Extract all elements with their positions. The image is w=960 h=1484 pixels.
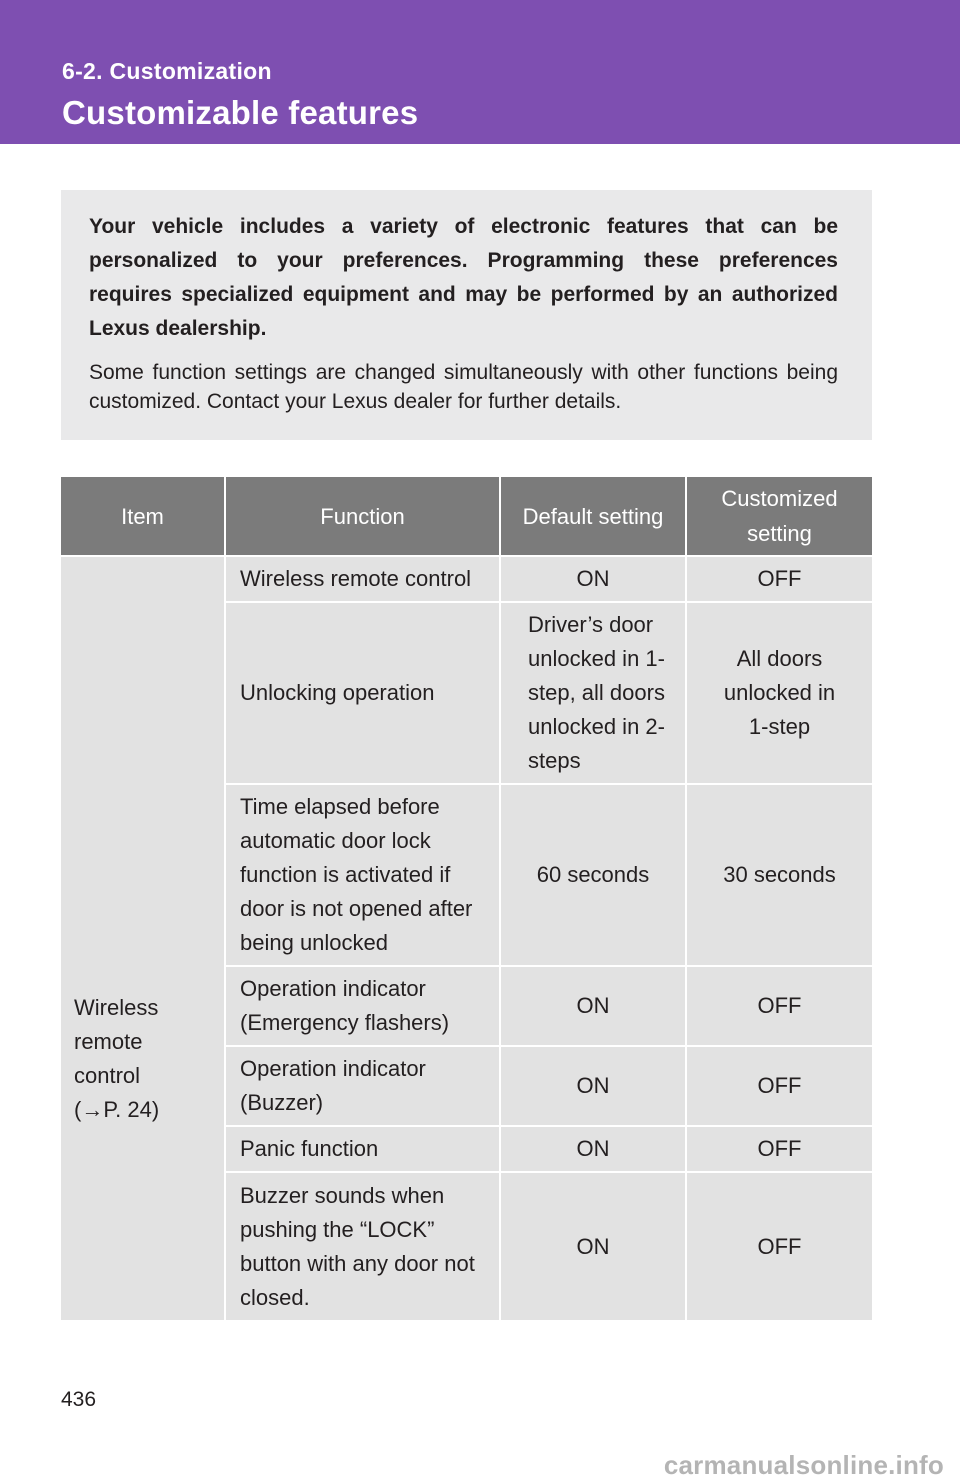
section-label: 6-2. Customization: [62, 58, 272, 84]
default-cell: ON: [500, 556, 686, 602]
function-cell: Wireless remote control: [225, 556, 500, 602]
default-cell: ON: [500, 1172, 686, 1320]
header-function: Function: [225, 477, 500, 556]
default-cell: ON: [500, 1046, 686, 1126]
custom-cell: All doors unlocked in 1-step: [686, 602, 872, 784]
header-customized-setting: Customized setting: [686, 477, 872, 556]
custom-cell: OFF: [686, 556, 872, 602]
default-cell: ON: [500, 966, 686, 1046]
function-cell: Buzzer sounds when pushing the “LOCK” button with any door not closed.: [225, 1172, 500, 1320]
header-default-setting: Default setting: [500, 477, 686, 556]
table-header-row: [61, 477, 872, 556]
intro-bold-text: Your vehicle includes a variety of electronic features that can be personalized to your preferences. Programming these preferences requires specialized equipment and may be performed by an authorized Lexus dealership.: [89, 215, 838, 340]
page-title: Customizable features: [62, 94, 419, 131]
default-cell: 60 seconds: [500, 784, 686, 966]
watermark: carmanualsonline.info: [663, 1450, 944, 1480]
custom-cell: OFF: [686, 1046, 872, 1126]
page-header: [0, 0, 960, 144]
custom-cell: OFF: [686, 1126, 872, 1172]
custom-cell: 30 seconds: [686, 784, 872, 966]
function-cell: Panic function: [225, 1126, 500, 1172]
custom-cell: OFF: [686, 966, 872, 1046]
intro-normal-text: Some function settings are changed simultaneously with other functions being customized. Contact your Lexus dealer for further details.: [89, 361, 838, 413]
item-label: Wireless remote control: [74, 994, 159, 1088]
table-row: [61, 556, 872, 602]
function-cell: Operation indicator (Emergency flashers): [225, 966, 500, 1046]
item-cell: [61, 556, 225, 1320]
default-cell: Driver’s door unlocked in 1-step, all doors unlocked in 2-steps: [500, 602, 686, 784]
page-number: 436: [61, 1388, 97, 1411]
page-reference: (→P. 24): [74, 1096, 160, 1122]
function-cell: Time elapsed before automatic door lock function is activated if door is not opened after being unlocked: [225, 784, 500, 966]
customizable-features-table: [61, 477, 872, 1320]
custom-cell: OFF: [686, 1172, 872, 1320]
function-cell: Operation indicator (Buzzer): [225, 1046, 500, 1126]
header-item: Item: [61, 477, 225, 556]
intro-box: [61, 190, 872, 440]
function-cell: Unlocking operation: [225, 602, 500, 784]
default-cell: ON: [500, 1126, 686, 1172]
